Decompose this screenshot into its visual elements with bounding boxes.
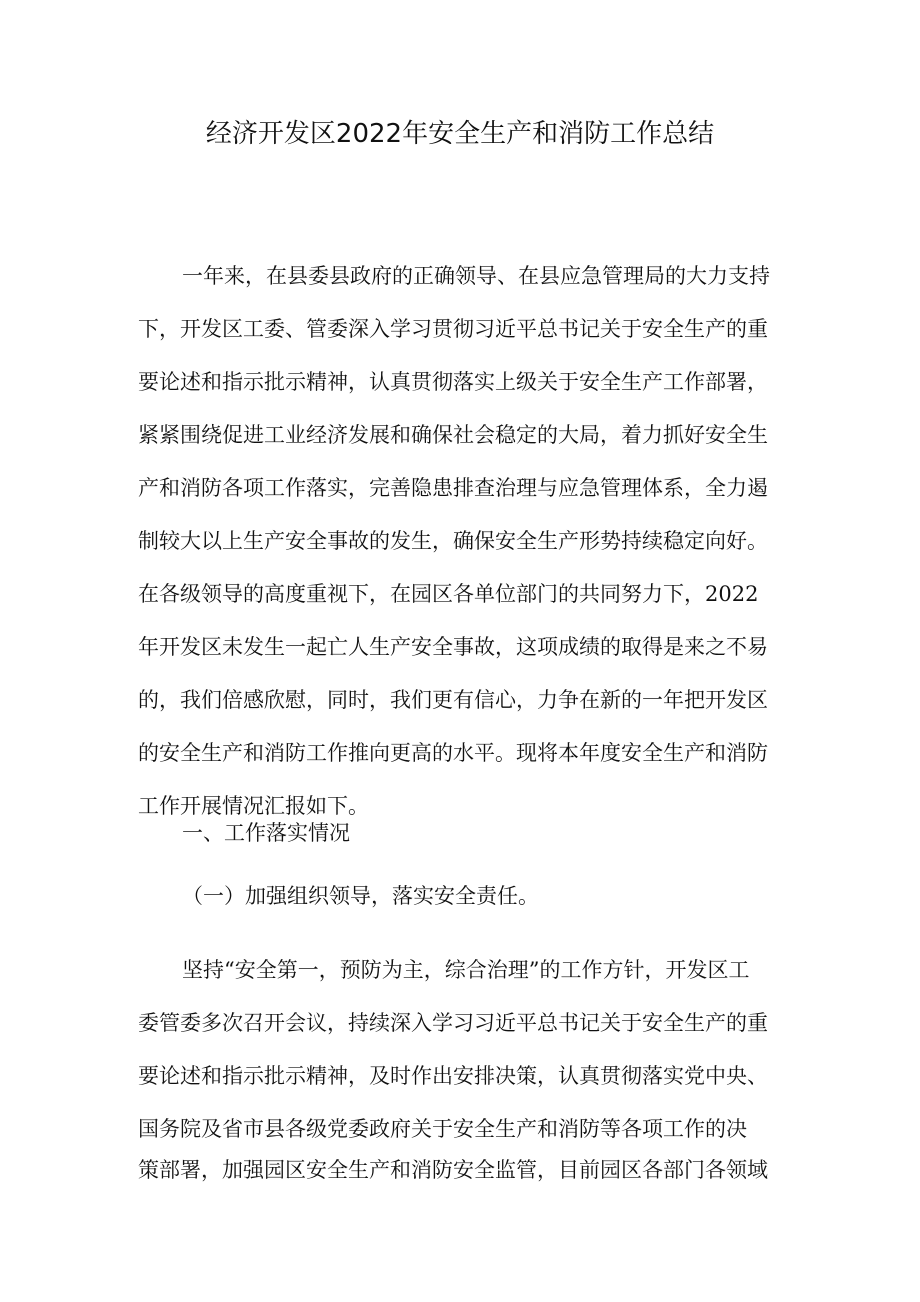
document-title: 经济开发区2022年安全生产和消防工作总结 (205, 119, 715, 149)
paragraph-line: 年开发区未发生一起亡人生产安全事故，这项成绩的取得是来之不易 (138, 635, 768, 659)
paragraph-line: 下，开发区工委、管委深入学习贯彻习近平总书记关于安全生产的重 (138, 317, 768, 341)
paragraph-line: 在各级领导的高度重视下，在园区各单位部门的共同努力下，2022 (138, 582, 759, 606)
paragraph-line: 的，我们倍感欣慰，同时，我们更有信心，力争在新的一年把开发区 (138, 688, 768, 712)
paragraph-line: 要论述和指示批示精神，认真贯彻落实上级关于安全生产工作部署， (138, 370, 768, 394)
paragraph-line: 一年来，在县委县政府的正确领导、在县应急管理局的大力支持 (182, 264, 770, 288)
paragraph-line: 的安全生产和消防工作推向更高的水平。现将本年度安全生产和消防 (138, 741, 768, 765)
paragraph-line: 坚持“安全第一，预防为主，综合治理”的工作方针，开发区工 (182, 958, 750, 982)
paragraph-line: 制较大以上生产安全事故的发生，确保安全生产形势持续稳定向好。 (138, 529, 768, 553)
paragraph-line: 策部署，加强园区安全生产和消防安全监管，目前园区各部门各领域 (138, 1158, 768, 1182)
subsection-heading: （一）加强组织领导，落实安全责任。 (182, 884, 539, 908)
paragraph-line: 国务院及省市县各级党委政府关于安全生产和消防等各项工作的决 (138, 1117, 747, 1141)
paragraph-line: 要论述和指示批示精神，及时作出安排决策，认真贯彻落实党中央、 (138, 1064, 768, 1088)
section-heading: 一、工作落实情况 (182, 821, 350, 845)
paragraph-line: 产和消防各项工作落实，完善隐患排查治理与应急管理体系，全力遏 (138, 476, 768, 500)
paragraph-line: 委管委多次召开会议，持续深入学习习近平总书记关于安全生产的重 (138, 1011, 768, 1035)
paragraph-line: 紧紧围绕促进工业经济发展和确保社会稳定的大局，着力抓好安全生 (138, 423, 768, 447)
paragraph-line: 工作开展情况汇报如下。 (138, 794, 369, 818)
